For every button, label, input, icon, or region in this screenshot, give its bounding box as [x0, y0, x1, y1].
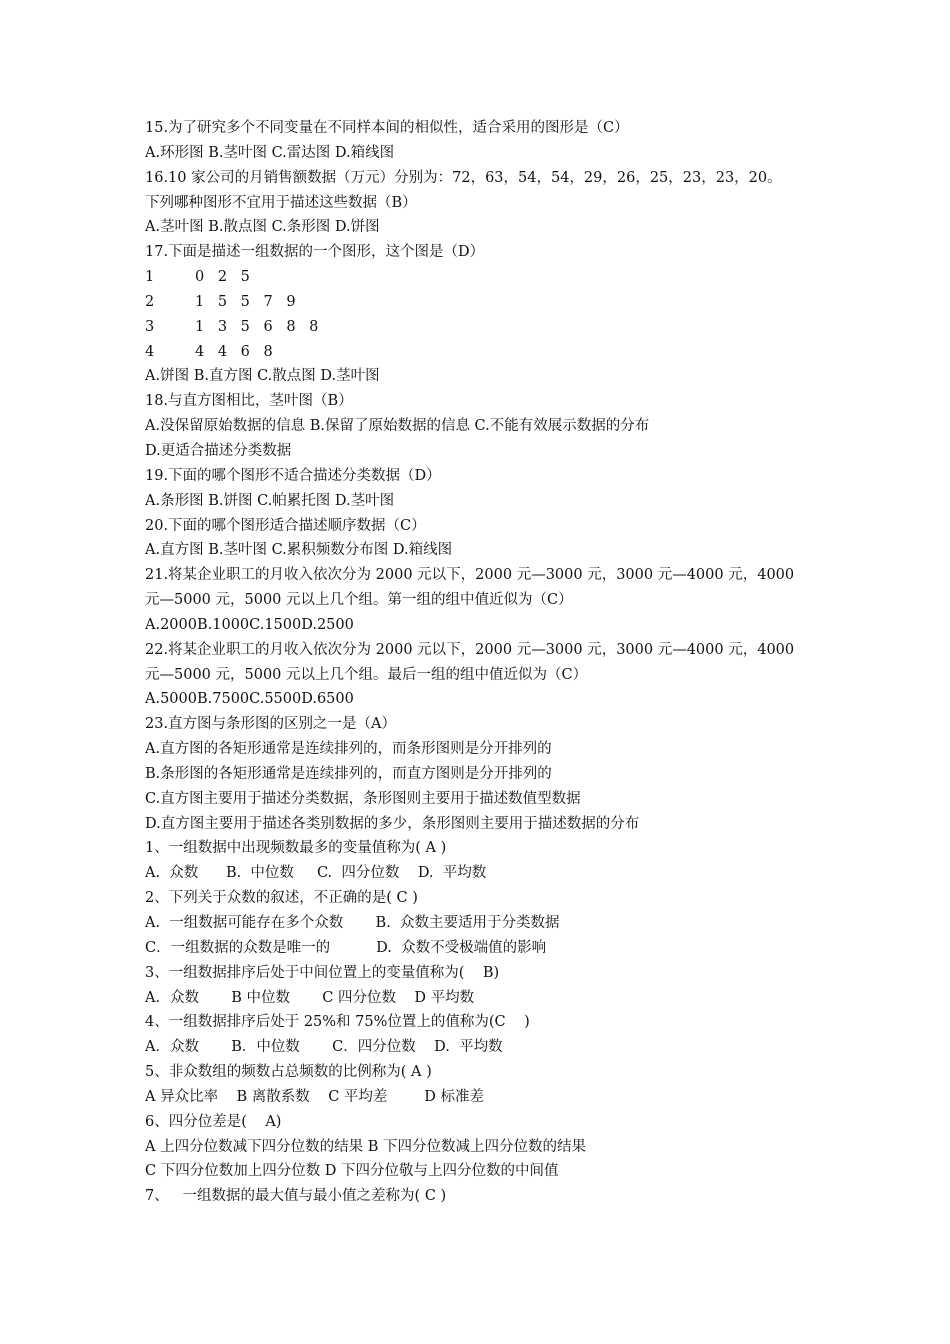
- text-line: A.直方图的各矩形通常是连续排列的，而条形图则是分开排列的: [145, 741, 552, 758]
- text-line: 15.为了研究多个不同变量在不同样本间的相似性，适合采用的图形是（C）: [145, 120, 629, 136]
- text-line: A.2000B.1000C.1500D.2500: [145, 616, 354, 633]
- text-line: 7、 一组数据的最大值与最小值之差称为( C ): [145, 1188, 447, 1205]
- stem-leaf-row: [145, 265, 815, 290]
- stem-leaf-row: [145, 340, 815, 365]
- stem: 2: [145, 293, 155, 310]
- text-line: A.没保留原始数据的信息 B.保留了原始数据的信息 C.不能有效展示数据的分布: [145, 418, 650, 435]
- text-line: 21.将某企业职工的月收入依次分为 2000 元以下，2000 元—3000 元，3000 元—4000 元，4000: [145, 567, 795, 584]
- text-line: A．众数 B 中位数 C 四分位数 D 平均数: [145, 989, 475, 1006]
- leaves: 4 4 6 8: [195, 343, 273, 360]
- text-line: C．一组数据的众数是唯一的 D. 众数不受极端值的影响: [145, 939, 547, 956]
- text-line: 20.下面的哪个图形适合描述顺序数据（C）: [145, 517, 426, 534]
- leaves: 0 2 5: [195, 269, 250, 286]
- text-line: A．众数 B．中位数 C．四分位数 D. 平均数: [145, 1039, 503, 1056]
- text-line: C.直方图主要用于描述分类数据，条形图则主要用于描述数值型数据: [145, 790, 581, 807]
- text-line: C 下四分位数加上四分位数 D 下四分位敬与上四分位数的中间值: [145, 1163, 559, 1180]
- text-line: 元—5000 元，5000 元以上几个组。第一组的组中值近似为（C）: [145, 592, 573, 609]
- text-line: 23.直方图与条形图的区别之一是（A）: [145, 716, 397, 733]
- stem: 3: [145, 318, 155, 335]
- stem-leaf-plot: [145, 265, 815, 364]
- leaves: 1 3 5 6 8 8: [195, 318, 319, 335]
- text-line: A 上四分位数减下四分位数的结果 B 下四分位数减上四分位数的结果: [145, 1138, 586, 1155]
- text-line: 元—5000 元，5000 元以上几个组。最后一组的组中值近似为（C）: [145, 666, 588, 683]
- text-line: 17.下面是描述一组数据的一个图形，这个图是（D）: [145, 244, 485, 261]
- text-line: 2、下列关于众数的叙述，不正确的是( C ): [145, 890, 418, 907]
- text-line: A.条形图 B.饼图 C.帕累托图 D.茎叶图: [145, 492, 395, 509]
- text-line: 3、一组数据排序后处于中间位置上的变量值称为( B): [145, 964, 500, 981]
- text-line: A.环形图 B.茎叶图 C.雷达图 D.箱线图: [145, 144, 395, 161]
- stem-leaf-row: [145, 315, 815, 340]
- stem-leaf-row: [145, 290, 815, 315]
- stem: 1: [145, 269, 155, 286]
- text-line: 18.与直方图相比，茎叶图（B）: [145, 393, 353, 410]
- text-line: A 异众比率 B 离散系数 C 平均差 D 标准差: [145, 1088, 485, 1105]
- text-line: A. 一组数据可能存在多个众数 B. 众数主要适用于分类数据: [145, 915, 560, 931]
- text-line: 4、一组数据排序后处于 25%和 75%位置上的值称为(C ): [145, 1014, 530, 1031]
- text-line: A.茎叶图 B.散点图 C.条形图 D.饼图: [145, 219, 380, 236]
- text-line: A.直方图 B.茎叶图 C.累积频数分布图 D.箱线图: [145, 542, 453, 559]
- stem: 4: [145, 343, 155, 360]
- text-line: 5、非众数组的频数占总频数的比例称为( A ): [145, 1064, 432, 1081]
- text-line: 下列哪种图形不宜用于描述这些数据（B）: [145, 194, 417, 211]
- text-line: A.饼图 B.直方图 C.散点图 D.茎叶图: [145, 368, 380, 385]
- text-line: A.5000B.7500C.5500D.6500: [145, 691, 354, 708]
- text-line: B.条形图的各矩形通常是连续排列的，而直方图则是分开排列的: [145, 765, 552, 782]
- document-page: [145, 116, 815, 1209]
- text-line: 22.将某企业职工的月收入依次分为 2000 元以下，2000 元—3000 元，3000 元—4000 元，4000: [145, 641, 795, 658]
- question-block-top: [145, 116, 815, 265]
- text-line: 1、一组数据中出现频数最多的变量值称为( A ): [145, 840, 447, 857]
- question-block-bottom: [145, 364, 815, 1209]
- text-line: D.更适合描述分类数据: [145, 442, 292, 459]
- text-line: A. 众数 B. 中位数 C. 四分位数 D. 平均数: [145, 865, 487, 882]
- leaves: 1 5 5 7 9: [195, 293, 296, 310]
- text-line: 6、四分位差是( A): [145, 1113, 282, 1130]
- text-line: 16.10 家公司的月销售额数据（万元）分别为：72，63，54，54，29，26，25，23，23，20。: [145, 169, 782, 186]
- text-line: 19.下面的哪个图形不适合描述分类数据（D）: [145, 467, 441, 484]
- text-line: D.直方图主要用于描述各类别数据的多少，条形图则主要用于描述数据的分布: [145, 815, 640, 832]
